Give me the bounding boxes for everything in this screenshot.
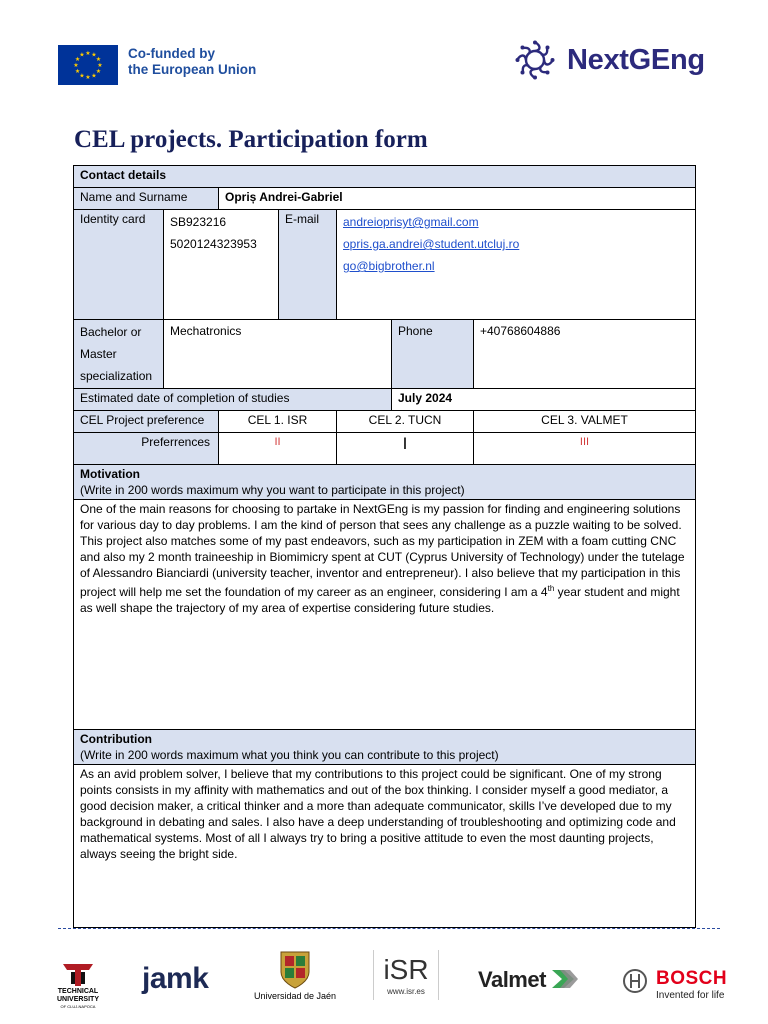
preference-option-2: CEL 2. TUCN (337, 411, 474, 433)
preference-rank-2: I (337, 433, 474, 465)
tucn-line-1: TECHNICAL (57, 988, 99, 995)
eu-flag-icon (58, 45, 118, 85)
svg-text:★: ★ (95, 68, 102, 75)
identity-card-values (164, 210, 279, 320)
tucn-line-2: UNIVERSITY (56, 996, 99, 1003)
preferences-label: Preferrences (74, 433, 219, 465)
footer-divider (58, 928, 720, 929)
svg-text:★: ★ (85, 50, 91, 57)
contact-details-header: Contact details (74, 166, 696, 188)
jaen-logo (250, 948, 340, 1001)
completion-value: July 2024 (392, 389, 696, 411)
preference-option-3: CEL 3. VALMET (474, 411, 696, 433)
bosch-name: BOSCH (656, 968, 728, 989)
preference-rank-3: III (474, 433, 696, 465)
specialization-label-1: Bachelor or Master (80, 325, 142, 361)
svg-text:★: ★ (95, 56, 102, 63)
phone-label: Phone (392, 320, 474, 389)
specialization-value: Mechatronics (164, 320, 392, 389)
motivation-title: Motivation (80, 467, 140, 481)
email-link-2[interactable]: opris.ga.andrei@student.utcluj.ro (343, 237, 520, 251)
valmet-arrow-icon (550, 966, 580, 992)
contribution-title: Contribution (80, 732, 152, 746)
email-link-1[interactable]: andreioprisyt@gmail.com (343, 215, 479, 229)
eu-cofunded-text (128, 46, 256, 78)
preference-option-1: CEL 1. ISR (219, 411, 337, 433)
name-value: Opriș Andrei-Gabriel (219, 188, 696, 210)
tucn-logo (48, 962, 108, 1009)
svg-text:★: ★ (79, 51, 85, 59)
bosch-tagline: Invented for life (656, 990, 725, 1001)
motivation-header (74, 465, 696, 500)
specialization-label-2: specialization (80, 369, 153, 383)
email-link-3[interactable]: go@bigbrother.nl (343, 259, 435, 273)
isr-mark: iSR (383, 954, 429, 985)
valmet-logo (478, 966, 580, 993)
name-label: Name and Surname (74, 188, 219, 210)
preference-rank-1: II (219, 433, 337, 465)
jamk-logo: jamk (142, 962, 209, 995)
id-value-2: 5020124323953 (170, 237, 257, 251)
motivation-text (74, 500, 696, 730)
project-preference-label: CEL Project preference (74, 411, 219, 433)
page-title: CEL projects. Participation form (74, 126, 428, 153)
eu-line-1: Co-funded by (128, 46, 215, 61)
svg-text:★: ★ (73, 62, 79, 69)
specialization-label (74, 320, 164, 389)
jaen-name: Universidad de Jaén (253, 991, 337, 1001)
svg-text:★: ★ (97, 62, 103, 69)
contribution-header (74, 730, 696, 765)
contribution-instructions: (Write in 200 words maximum what you think you can contribute to this project) (80, 748, 499, 762)
svg-text:★: ★ (79, 72, 85, 80)
tucn-emblem-icon (61, 962, 95, 988)
contribution-text: As an avid problem solver, I believe that my contributions to this project could be significant. One of my strong points consists in my affinity with mathematics and out of the box thinking. I consider myself a good mediator, a good decision maker, a critical thinker and a more than adequate communicator, skills I’ve developed due to my background in debating and sales. I also have a deep understanding of troubleshooting and optimizing code and mathematical systems. Most of all I always try to bring a positive attitude to even the most daunting projects, always seeing the bright side. (74, 765, 696, 928)
motivation-superscript: th (547, 584, 555, 593)
nextgeng-logo-icon (515, 40, 555, 80)
valmet-name: Valmet (478, 967, 546, 992)
svg-text:★: ★ (91, 72, 97, 80)
bosch-armature-icon (622, 968, 648, 994)
identity-card-label: Identity card (74, 210, 164, 320)
svg-text:★: ★ (85, 74, 91, 81)
email-label: E-mail (279, 210, 337, 320)
jaen-crest-icon (277, 948, 313, 990)
nextgeng-brand: NextGEng (567, 44, 705, 76)
email-values (337, 210, 696, 320)
tucn-line-3: OF CLUJ-NAPOCA (60, 1004, 96, 1009)
svg-text:★: ★ (74, 68, 81, 75)
motivation-text-part-1: One of the main reasons for choosing to partake in NextGEng is my passion for finding and engineering solutions for various day to day problems. I am the kind of person that sees any challenge as a puzzle waiting to be solved. This project also matches some of my past endeavors, such as my participation in ZEM with a foam cutting CNC and also my 2 month traineeship in Biomimicry spent at CUT (Cyprus University of Technology) under the tutelage of Alessandro Bianciardi (university teacher, inventor and entrepreneur). I also believe that my participation in this project will help me set the foundation of my career as an engineer, considering I am a 4 (80, 502, 685, 599)
isr-logo (373, 950, 439, 1000)
motivation-instructions: (Write in 200 words maximum why you want to participate in this project) (80, 483, 465, 497)
id-value-1: SB923216 (170, 215, 227, 229)
participation-form (73, 165, 696, 928)
motivation-text-part-2: year student and might as well shape the trajectory of my area of expertise considering future studies. (80, 585, 680, 615)
svg-text:★: ★ (91, 51, 97, 59)
completion-label: Estimated date of completion of studies (74, 389, 392, 411)
svg-text:★: ★ (74, 56, 81, 63)
eu-line-2: the European Union (128, 62, 257, 77)
isr-url: www.isr.es (387, 987, 425, 996)
phone-value: +40768604886 (474, 320, 696, 389)
